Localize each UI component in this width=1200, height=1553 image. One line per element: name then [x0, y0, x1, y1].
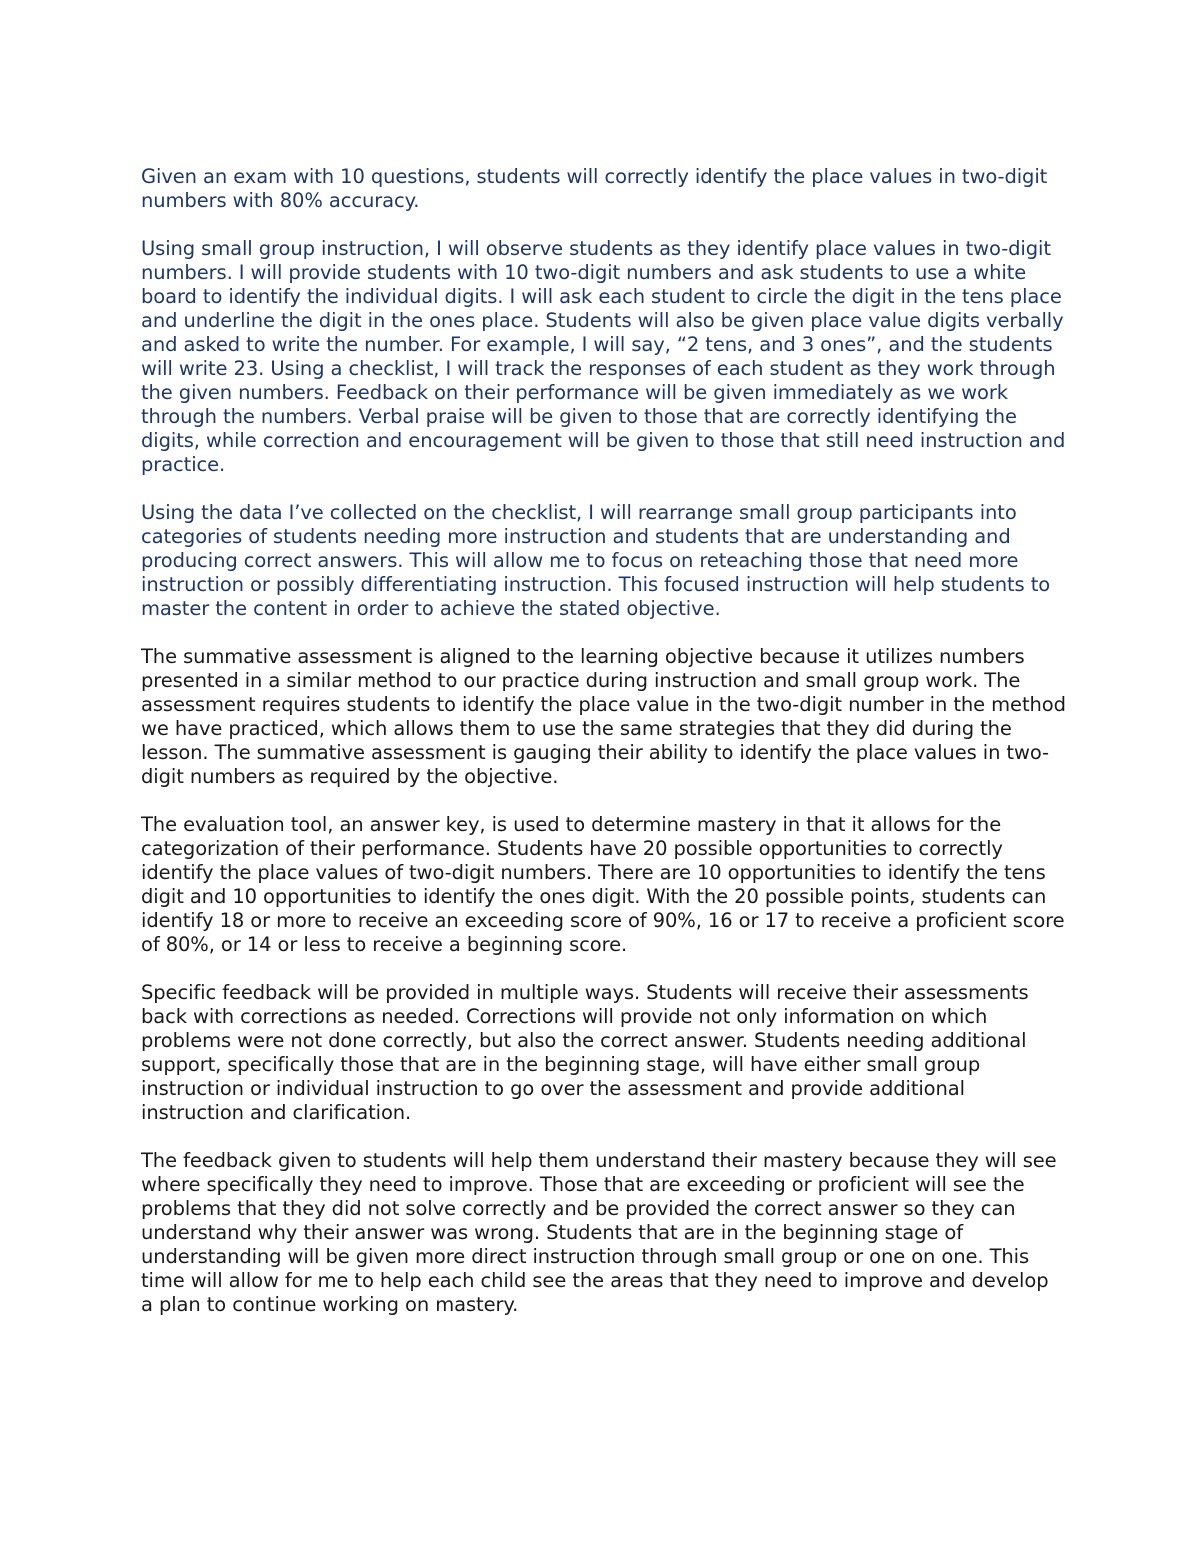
document-body	[141, 165, 1066, 1341]
paragraph-feedback-mastery: The feedback given to students will help them understand their mastery because they will see where specifically they need to improve. Those that are exceeding or proficient will see the problems that they did not solve correctly and be provided the correct answer so they can understand why their answer was wrong. Students that are in the beginning stage of understanding will be given more direct instruction through small group or one on one. This time will allow for me to help each child see the areas that they need to improve and develop a plan to continue working on mastery.	[141, 1149, 1057, 1316]
paragraph-summative-alignment: The summative assessment is aligned to the learning objective because it utilizes numbers presented in a similar method to our practice during instruction and small group work. The assessment requires students to identify the place value in the two-digit number in the method we have practiced, which allows them to use the same strategies that they did during the lesson. The summative assessment is gauging their ability to identify the place values in two-digit numbers as required by the objective.	[141, 645, 1066, 788]
paragraph-specific-feedback: Specific feedback will be provided in multiple ways. Students will receive their assessments back with corrections as needed. Corrections will provide not only information on which problems were not done correctly, but also the correct answer. Students needing additional support, specifically those that are in the beginning stage, will have either small group instruction or individual instruction to go over the assessment and provide additional instruction and clarification.	[141, 981, 1029, 1124]
paragraph-data-use: Using the data I’ve collected on the checklist, I will rearrange small group participants into categories of students needing more instruction and students that are understanding and producing correct answers. This will allow me to focus on reteaching those that need more instruction or possibly differentiating instruction. This focused instruction will help students to master the content in order to achieve the stated objective.	[141, 501, 1051, 620]
paragraph-evaluation-tool: The evaluation tool, an answer key, is used to determine mastery in that it allows for the categorization of their performance. Students have 20 possible opportunities to correctly identify the place values of two-digit numbers. There are 10 opportunities to identify the tens digit and 10 opportunities to identify the ones digit. With the 20 possible points, students can identify 18 or more to receive an exceeding score of 90%, 16 or 17 to receive a proficient score of 80%, or 14 or less to receive a beginning score.	[141, 813, 1065, 956]
paragraph-formative-assessment: Using small group instruction, I will observe students as they identify place values in two-digit numbers. I will provide students with 10 two-digit numbers and ask students to use a white board to identify the individual digits. I will ask each student to circle the digit in the tens place and underline the digit in the ones place. Students will also be given place value digits verbally and asked to write the number. For example, I will say, “2 tens, and 3 ones”, and the students will write 23. Using a checklist, I will track the responses of each student as they work through the given numbers. Feedback on their performance will be given immediately as we work through the numbers. Verbal praise will be given to those that are correctly identifying the digits, while correction and encouragement will be given to those that still need instruction and practice.	[141, 237, 1066, 476]
paragraph-objective: Given an exam with 10 questions, students will correctly identify the place values in two-digit numbers with 80% accuracy.	[141, 165, 1048, 212]
